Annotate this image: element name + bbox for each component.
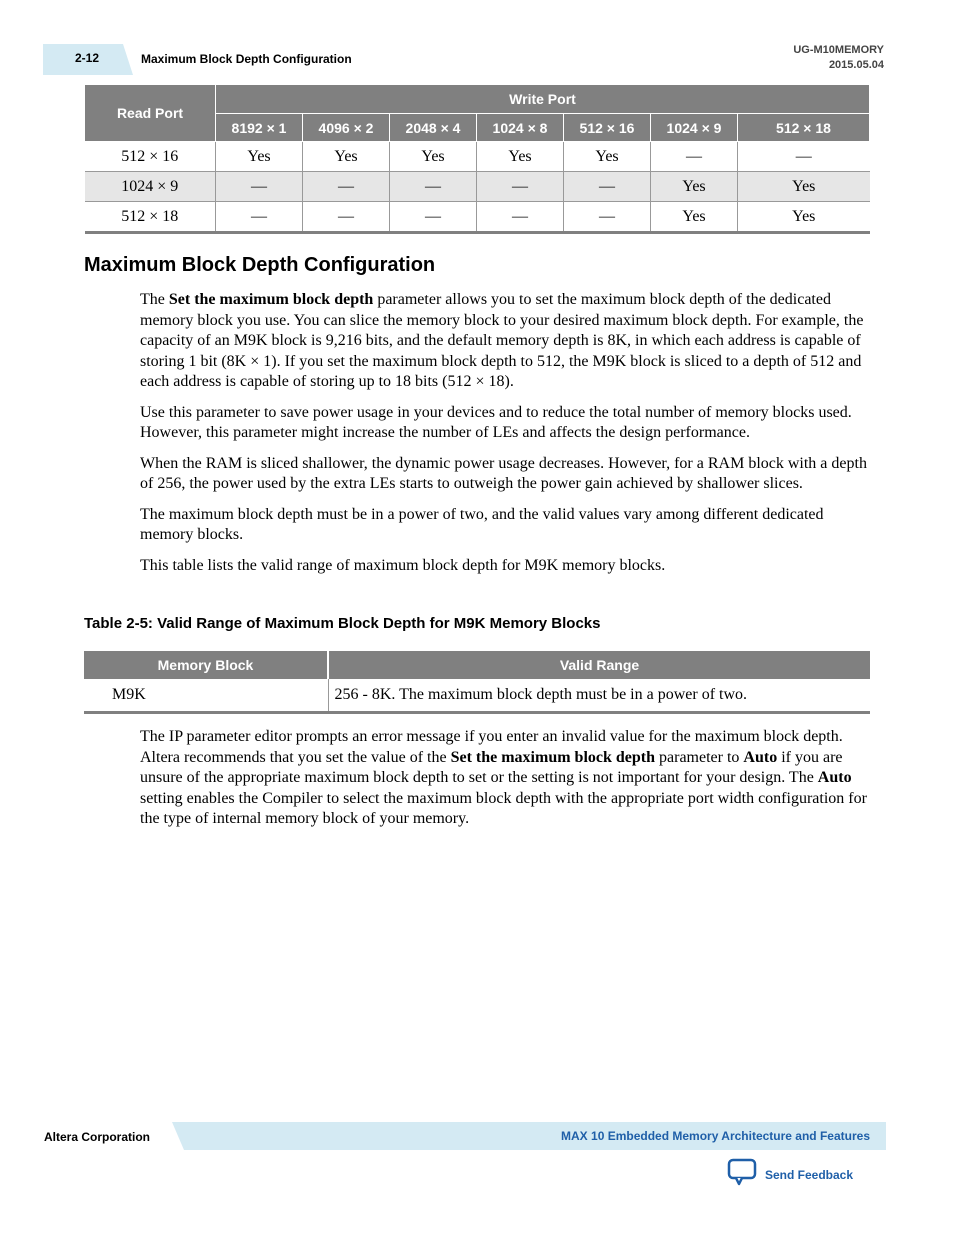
column-header: 8192 × 1: [216, 114, 303, 142]
row-port: 1024 × 9: [85, 172, 216, 202]
bold-term: Set the maximum block depth: [450, 748, 656, 766]
valid-range-cell: 256 - 8K. The maximum block depth must be in a power of two.: [328, 679, 870, 713]
table-cell: —: [651, 142, 738, 172]
paragraph: This table lists the valid range of maximum block depth for M9K memory blocks.: [140, 556, 666, 574]
table-row: [85, 202, 870, 233]
paragraph: [140, 727, 872, 830]
table-cell: Yes: [477, 142, 564, 172]
doc-date: 2015.05.04: [828, 59, 884, 71]
footer-doc-title[interactable]: MAX 10 Embedded Memory Architecture and Features: [561, 1129, 870, 1143]
paragraph: The maximum block depth must be in a power of two, and the valid values vary among different dedicated memory blocks.: [140, 505, 824, 543]
row-port: 512 × 18: [85, 202, 216, 233]
doc-id: UG-M10MEMORY: [793, 44, 884, 56]
column-header: 4096 × 2: [303, 114, 390, 142]
table-cell: Yes: [564, 142, 651, 172]
column-header: 1024 × 8: [477, 114, 564, 142]
memory-block-cell: M9K: [84, 679, 328, 713]
table-cell: —: [477, 202, 564, 233]
table-cell: Yes: [390, 142, 477, 172]
paragraph: [140, 290, 872, 393]
table-cell: —: [303, 172, 390, 202]
port-support-table: [84, 84, 870, 234]
table-cell: Yes: [216, 142, 303, 172]
bold-term: Auto: [817, 769, 852, 786]
send-feedback-link[interactable]: [727, 1158, 853, 1191]
paragraph: When the RAM is sliced shallower, the dynamic power usage decreases. However, for a RAM block with a depth of 256, the power used by the extra LEs starts to outweigh the power gain achieved by shallower slices.: [140, 454, 867, 492]
paragraph: Use this parameter to save power usage in your devices and to reduce the total number of memory blocks used. However, this parameter might increase the number of LEs and affects the design performance.: [140, 403, 852, 441]
table-row: [85, 142, 870, 172]
table-cell: —: [564, 202, 651, 233]
table-cell: Yes: [651, 172, 738, 202]
text-run: The: [140, 291, 169, 308]
table-cell: Yes: [738, 202, 870, 233]
row-port: 512 × 16: [85, 142, 216, 172]
closing-body: [140, 727, 872, 840]
table-caption: Table 2-5: Valid Range of Maximum Block Depth for M9K Memory Blocks: [84, 615, 601, 632]
table-cell: —: [390, 202, 477, 233]
read-port-header: Read Port: [85, 85, 216, 142]
text-run: setting enables the Compiler to select the maximum block depth with the appropriate port width configuration for the type of internal memory block of your memory.: [140, 789, 867, 827]
text-run: parameter to: [655, 748, 744, 766]
doc-identifier: [793, 43, 884, 73]
column-header: 512 × 16: [564, 114, 651, 142]
table-cell: Yes: [303, 142, 390, 172]
bold-term: Set the maximum block depth: [168, 291, 374, 308]
text-run: parameter allows you to set the maximum block depth of the dedicated memory block you use. You can slice the memory block to your desired maximum block depth. For example, the capacity of an M9K block is 9,216 bits, and the default memory depth is 8K, in which each address is capable of storing 1 bit (8K × 1). If you set the maximum block depth to 512, the M9K block is sliced to a depth of 512 and each address is capable of storing up to 18 bits (512 × 18).: [140, 291, 864, 390]
valid-range-table: [84, 651, 870, 714]
section-body: [140, 290, 872, 586]
table-cell: —: [303, 202, 390, 233]
table-cell: —: [738, 142, 870, 172]
table-cell: Yes: [651, 202, 738, 233]
text-run: The IP parameter editor prompts an error message if you enter an invalid value for the maximum block depth. Altera recommends that you set the value of the: [140, 728, 843, 766]
table-cell: —: [216, 202, 303, 233]
valid-range-header: Valid Range: [328, 651, 870, 679]
table-cell: —: [390, 172, 477, 202]
column-header: 2048 × 4: [390, 114, 477, 142]
footer-company: Altera Corporation: [44, 1130, 151, 1144]
table-cell: —: [564, 172, 651, 202]
table-row: [85, 172, 870, 202]
table-cell: Yes: [738, 172, 870, 202]
table-row: [84, 679, 870, 713]
bold-term: Auto: [743, 748, 778, 766]
column-header: 1024 × 9: [651, 114, 738, 142]
memory-block-header: Memory Block: [84, 651, 328, 679]
table-cell: —: [477, 172, 564, 202]
column-header: 512 × 18: [738, 114, 870, 142]
send-feedback-label[interactable]: Send Feedback: [765, 1167, 854, 1182]
speech-bubble-icon: [727, 1158, 757, 1191]
write-port-header: Write Port: [216, 85, 870, 114]
text-run: if you are unsure of the appropriate maximum block depth to set or the setting is not important for your design. The: [140, 748, 843, 786]
table-cell: —: [216, 172, 303, 202]
page-number: 2-12: [75, 51, 100, 65]
section-heading: Maximum Block Depth Configuration: [84, 254, 436, 276]
header-section-title: Maximum Block Depth Configuration: [141, 52, 352, 66]
